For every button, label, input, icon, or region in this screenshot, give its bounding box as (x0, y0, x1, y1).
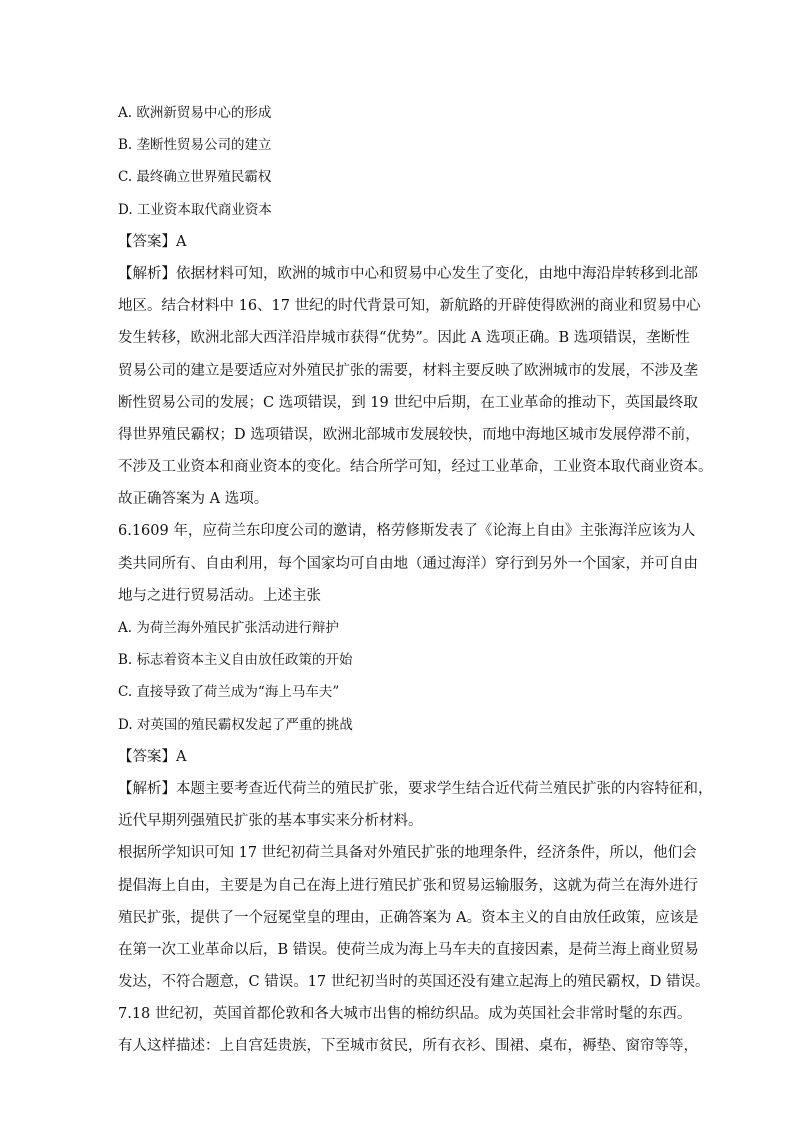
q5-answer: 【答案】A (118, 233, 187, 250)
q5-option-d: D. 工业资本取代商业资本 (118, 201, 272, 218)
q5-analysis-line: 断性贸易公司的发展；C 选项错误，到 19 世纪中后期，在工业革命的推动下，英国最终取 (118, 394, 698, 411)
q6-option-d: D. 对英国的殖民霸权发起了严重的挑战 (118, 716, 353, 733)
q5-option-b: B. 垄断性贸易公司的建立 (118, 137, 272, 154)
q5-analysis-line: 得世界殖民霸权；D 选项错误，欧洲北部城市发展较快，而地中海地区城市发展停滞不前， (118, 426, 700, 443)
q5-analysis-line: 【解析】依据材料可知，欧洲的城市中心和贸易中心发生了变化，由地中海沿岸转移到北部 (118, 265, 698, 282)
q5-analysis-line: 故正确答案为 A 选项。 (118, 491, 269, 508)
q6-option-b: B. 标志着资本主义自由放任政策的开始 (118, 652, 353, 669)
q6-analysis-line: 【解析】本题主要考查近代荷兰的殖民扩张，要求学生结合近代荷兰殖民扩张的内容特征和， (118, 780, 713, 797)
q6-analysis-line: 提倡海上自由，主要是为自己在海上进行殖民扩张和贸易运输服务，这就为荷兰在海外进行 (118, 877, 698, 894)
q6-stem-line: 6.1609 年，应荷兰东印度公司的邀请，格劳修斯发表了《论海上自由》主张海洋应该为人 (118, 523, 696, 540)
q6-stem-line: 类共同所有、自由利用，每个国家均可自由地（通过海洋）穿行到另外一个国家，并可自由 (118, 555, 698, 572)
q5-analysis-line: 发生转移，欧洲北部大西洋沿岸城市获得“优势”。因此 A 选项正确。B 选项错误，垄断性 (118, 330, 690, 347)
q6-analysis-line: 发达，不符合题意，C 错误。17 世纪初当时的英国还没有建立起海上的殖民霸权，D 错误。 (118, 974, 710, 991)
q6-analysis-line: 根据所学知识可知 17 世纪初荷兰具备对外殖民扩张的地理条件，经济条件，所以，他们会 (118, 845, 697, 862)
q6-analysis-line: 殖民扩张，提供了一个冠冕堂皇的理由，正确答案为 A。资本主义的自由放任政策，应该是 (118, 909, 699, 926)
q5-option-c: C. 最终确立世界殖民霸权 (118, 169, 272, 186)
q7-stem-line: 7.18 世纪初，英国首都伦敦和各大城市出售的棉纺织品。成为英国社会非常时髦的东西。 (118, 1006, 692, 1023)
document-page (118, 97, 713, 1063)
q6-option-c: C. 直接导致了荷兰成为“海上马车夫” (118, 684, 340, 701)
q5-option-a: A. 欧洲新贸易中心的形成 (118, 105, 272, 121)
q6-answer: 【答案】A (118, 748, 187, 765)
q5-analysis-line: 地区。结合材料中 16、17 世纪的时代背景可知，新航路的开辟使得欧洲的商业和贸易中心 (118, 298, 701, 315)
q6-stem-line: 地与之进行贸易活动。上述主张 (118, 587, 321, 604)
q6-analysis-line: 在第一次工业革命以后，B 错误。使荷兰成为海上马车夫的直接因素，是荷兰海上商业贸易 (118, 941, 699, 958)
q5-analysis-line: 贸易公司的建立是要适应对外殖民扩张的需要，材料主要反映了欧洲城市的发展，不涉及垄 (118, 362, 698, 379)
q6-analysis-line: 近代早期列强殖民扩张的基本事实来分析材料。 (118, 813, 423, 830)
q5-analysis-line: 不涉及工业资本和商业资本的变化。结合所学可知，经过工业革命，工业资本取代商业资本。 (118, 459, 713, 476)
q7-stem-line: 有人这样描述：上自宫廷贵族，下至城市贫民，所有衣衫、围裙、桌布，褥垫、窗帘等等， (118, 1038, 698, 1055)
q6-option-a: A. 为荷兰海外殖民扩张活动进行辩护 (118, 620, 339, 636)
